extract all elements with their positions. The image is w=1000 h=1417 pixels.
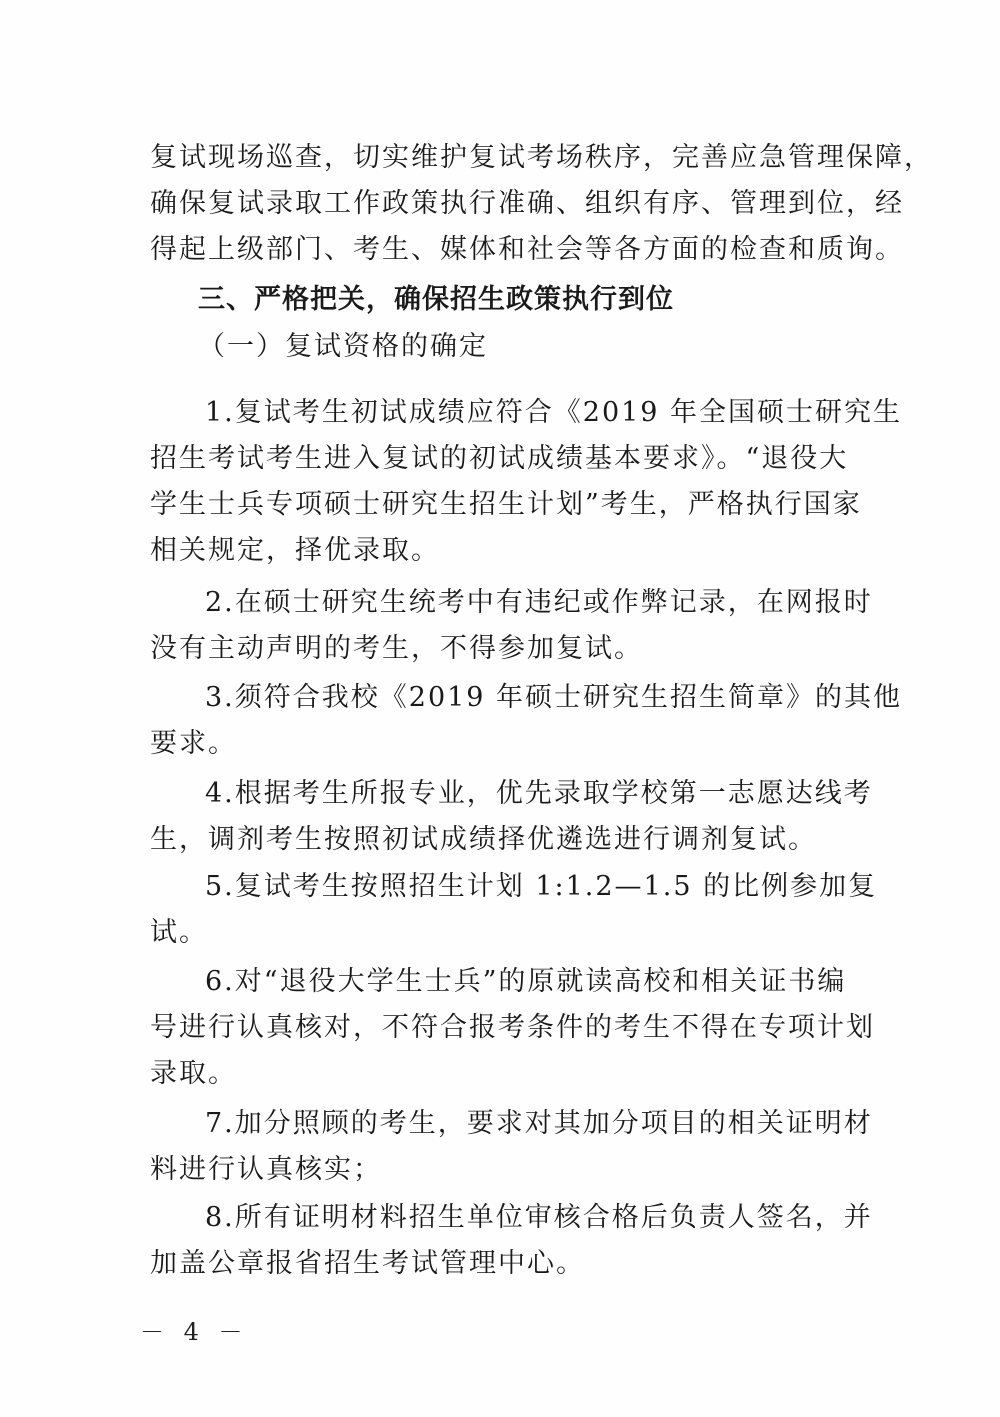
list-item-line: 5.复试考生按照招生计划 1:1.2—1.5 的比例参加复 — [205, 871, 878, 902]
list-item-line: 试。 — [150, 917, 208, 948]
list-item-line: 招生考试考生进入复试的初试成绩基本要求》。“退役大 — [150, 443, 849, 474]
paragraph-line: 确保复试录取工作政策执行准确、组织有序、管理到位，经 — [150, 188, 904, 219]
section-heading: 三、严格把关，确保招生政策执行到位 — [198, 284, 674, 315]
list-item-line: 料进行认真核实； — [150, 1154, 382, 1185]
list-item-line: 录取。 — [150, 1058, 237, 1089]
list-item-line: 加盖公章报省招生考试管理中心。 — [150, 1248, 585, 1279]
list-item-line: 相关规定，择优录取。 — [150, 535, 440, 566]
list-item-line: 6.对“退役大学生士兵”的原就读高校和相关证书编 — [205, 966, 847, 997]
list-item-line: 8.所有证明材料招生单位审核合格后负责人签名，并 — [205, 1202, 873, 1233]
paragraph-line: 得起上级部门、考生、媒体和社会等各方面的检查和质询。 — [150, 234, 904, 265]
list-item-line: 3.须符合我校《2019 年硕士研究生招生简章》的其他 — [205, 682, 903, 713]
list-item-line: 号进行认真核对，不符合报考条件的考生不得在专项计划 — [150, 1012, 875, 1043]
list-item-line: 2.在硕士研究生统考中有违纪或作弊记录，在网报时 — [205, 587, 873, 618]
list-item-line: 4.根据考生所报专业，优先录取学校第一志愿达线考 — [205, 778, 873, 809]
paragraph-line: 复试现场巡查，切实维护复试考场秩序，完善应急管理保障， — [150, 142, 933, 173]
page-number: － 4 － — [140, 1318, 249, 1346]
list-item-line: 没有主动声明的考生，不得参加复试。 — [150, 633, 643, 664]
list-item-line: 7.加分照顾的考生，要求对其加分项目的相关证明材 — [205, 1108, 873, 1139]
list-item-line: 要求。 — [150, 728, 237, 759]
subsection-heading: （一）复试资格的确定 — [198, 331, 488, 362]
list-item-line: 1.复试考生初试成绩应符合《2019 年全国硕士研究生 — [205, 397, 903, 428]
list-item-line: 学生士兵专项硕士研究生招生计划”考生，严格执行国家 — [150, 489, 862, 520]
list-item-line: 生，调剂考生按照初试成绩择优遴选进行调剂复试。 — [150, 824, 817, 855]
